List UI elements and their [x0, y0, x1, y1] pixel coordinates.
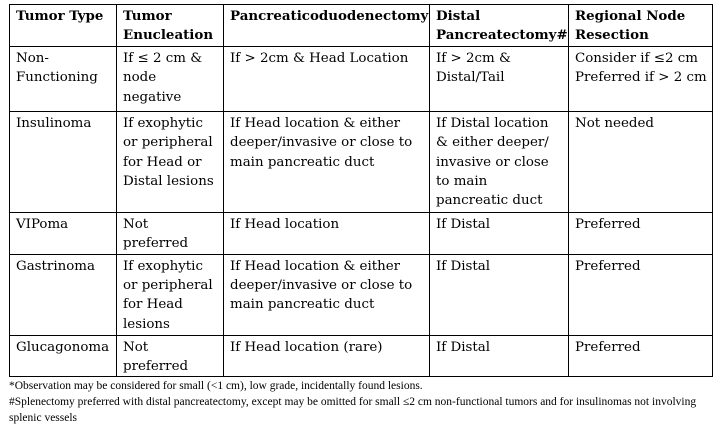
cell-distal-pancreatectomy: If Distal location & either deeper/ invasive or close to main pancreatic duct	[430, 111, 569, 212]
cell-enucleation: Not preferred	[117, 335, 224, 377]
cell-node-resection: Preferred	[569, 335, 713, 377]
cell-distal-pancreatectomy: If Distal	[430, 335, 569, 377]
cell-pancreaticoduodenectomy: If Head location & either deeper/invasive or close to main pancreatic duct	[224, 254, 430, 335]
cell-tumor-type: Gastrinoma	[10, 254, 117, 335]
cell-tumor-type: VIPoma	[10, 212, 117, 254]
cell-pancreaticoduodenectomy: If Head location & either deeper/invasive or close to main pancreatic duct	[224, 111, 430, 212]
cell-distal-pancreatectomy: If Distal	[430, 254, 569, 335]
table-row	[10, 254, 713, 335]
surgical-options-table	[9, 4, 713, 377]
cell-tumor-type: Non- Functioning	[10, 46, 117, 111]
cell-enucleation: Not preferred	[117, 212, 224, 254]
cell-tumor-type: Glucagonoma	[10, 335, 117, 377]
table-row	[10, 212, 713, 254]
cell-node-resection: Preferred	[569, 254, 713, 335]
cell-node-resection: Not needed	[569, 111, 713, 212]
cell-pancreaticoduodenectomy: If > 2cm & Head Location	[224, 46, 430, 111]
header-tumor-type: Tumor Type	[10, 5, 117, 47]
cell-pancreaticoduodenectomy: If Head location	[224, 212, 430, 254]
cell-distal-pancreatectomy: If > 2cm & Distal/Tail	[430, 46, 569, 111]
header-tumor-enucleation: Tumor Enucleation	[117, 5, 224, 47]
cell-tumor-type: Insulinoma	[10, 111, 117, 212]
table-row	[10, 111, 713, 212]
cell-enucleation: If exophytic or peripheral for Head lesions	[117, 254, 224, 335]
cell-distal-pancreatectomy: If Distal	[430, 212, 569, 254]
footnotes	[9, 378, 712, 426]
table-row	[10, 46, 713, 111]
header-regional-node-resection: Regional Node Resection	[569, 5, 713, 47]
surgical-options-document	[9, 4, 712, 426]
cell-node-resection: Consider if ≤2 cm Preferred if > 2 cm	[569, 46, 713, 111]
table-row	[10, 335, 713, 377]
header-pancreaticoduodenectomy: Pancreaticoduodenectomy	[224, 5, 430, 47]
header-row	[10, 5, 713, 47]
cell-node-resection: Preferred	[569, 212, 713, 254]
cell-pancreaticoduodenectomy: If Head location (rare)	[224, 335, 430, 377]
footnote-observation: *Observation may be considered for small (<1 cm), low grade, incidentally found lesions.	[9, 380, 423, 393]
cell-enucleation: If ≤ 2 cm & node negative	[117, 46, 224, 111]
footnote-splenectomy: #Splenectomy preferred with distal pancreatectomy, except may be omitted for small ≤2 cm non-functional tumors and for insulinomas not involving splenic vessels	[9, 396, 697, 425]
cell-enucleation: If exophytic or peripheral for Head or Distal lesions	[117, 111, 224, 212]
header-distal-pancreatectomy: Distal Pancreatectomy#	[430, 5, 569, 47]
